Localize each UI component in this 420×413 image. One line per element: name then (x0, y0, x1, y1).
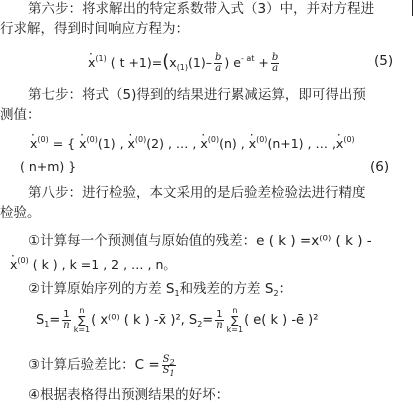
equation-5: · $x^{(1)}$ ( $t +1)=(x_{(1)}(1)-$ $\frac{b}{a}$ ) $e^{- at}$ + $\frac{b}{a}$ (88, 44, 281, 80)
text-cursor (412, 0, 413, 16)
variance-formulas: $S_1=$ $\frac{1}{n}$ n ∑ k=1( x⁽⁰⁾ ( k ) -x̄ )², $S_2=$ $\frac{1}{n}$ n ∑ k=1( e( k ) -ē )² (36, 306, 319, 334)
para6-line1: 第六步：将求解出的特定系数带入式（3）中，并对方程进 (28, 1, 375, 17)
step1-line1: ①计算每一个预测值与原始值的残差：e ( k ) =x⁽⁰⁾ ( k ) - (28, 233, 372, 249)
para7-line1: 第七步：将式（5)得到的结果进行累减运算，即可得出预 (28, 87, 366, 103)
step3-line: ③计算后验差比：C = $\frac{S_2}{S_1}$ (28, 353, 175, 378)
equation-6-line2: ( n+m) } (20, 159, 77, 174)
para6-line2: 行求解，得到时间响应方程为： (0, 21, 189, 37)
equation-6-number: (6) (370, 159, 390, 175)
summation-1: n ∑ k=1 (73, 306, 91, 334)
para8-line1: 第八步：进行检验，本文采用的是后验差检验法进行精度 (28, 185, 366, 201)
eq5-frac-b-a: $\frac{b}{a}$ (215, 52, 222, 74)
eq5-frac-b-a-2: $\frac{b}{a}$ (271, 52, 279, 74)
step4-line: ④根据表格得出预测结果的好坏： (28, 387, 230, 403)
step2-heading: ②计算原始序列的方差 $S_1$和残差的方差 $S_2$： (28, 281, 293, 298)
equation-5-number: (5) (374, 53, 394, 69)
step1-line2: · $x^{(0)}$ ( k ) , k =1 , 2 , … , n。 (10, 256, 176, 274)
summation-2: n ∑ k=1 (226, 306, 244, 334)
eq5-lhs-x: · x (88, 45, 95, 81)
c-ratio: $\frac{S_2}{S_1}$ (162, 353, 175, 378)
para8-line2: 检验。 (0, 205, 41, 221)
para7-line2: 测值： (0, 107, 41, 123)
eq5-lhs-arg: ( t +1)= (110, 55, 163, 70)
equation-6-line1: · $x^{(0)}$ = { · $x^{(0)}(1)$ , · $x^{(0)}(2)$ , … , · $x^{(0)}(n)$ , · $x^{(0)}(n+1)$ , … ,· $x^{(0)}$ (30, 135, 355, 153)
